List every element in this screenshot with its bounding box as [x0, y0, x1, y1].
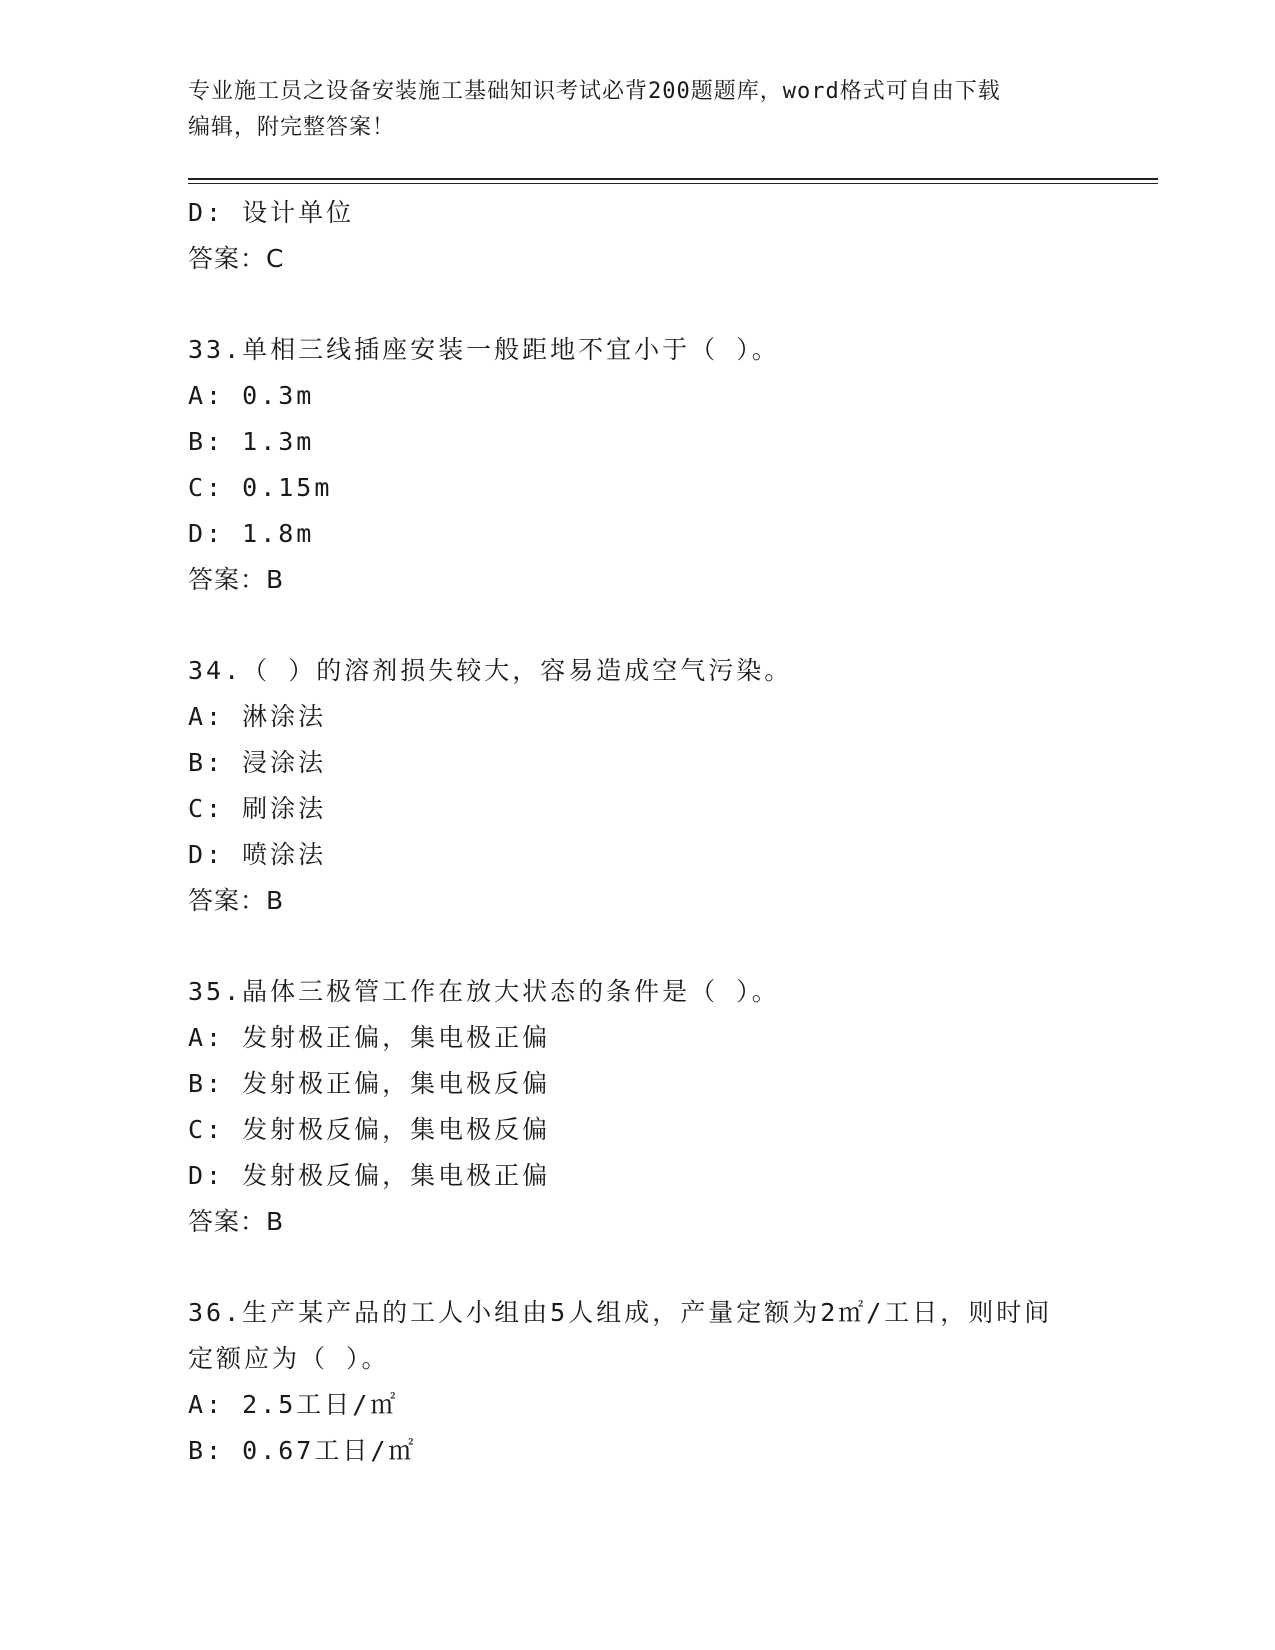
option-c: C: 刷涂法	[188, 794, 327, 823]
spacer	[188, 1245, 1148, 1290]
option-b: B: 0.67工日/㎡	[188, 1436, 417, 1465]
option-a: A: 发射极正偏，集电极正偏	[188, 1023, 551, 1052]
question-stem-line-1: 36.生产某产品的工人小组由5人组成，产量定额为2㎡/工日，则时间	[188, 1298, 1053, 1327]
option-c: C: 发射极反偏，集电极反偏	[188, 1115, 551, 1144]
answer-line: 答案：C	[188, 244, 285, 273]
header-title-line-1: 专业施工员之设备安装施工基础知识考试必背200题题库，word格式可自由下载	[188, 79, 1001, 104]
question-35	[188, 969, 1148, 1245]
question-32-tail	[188, 190, 1148, 282]
option-b: B: 发射极正偏，集电极反偏	[188, 1069, 551, 1098]
option-b: B: 1.3m	[188, 427, 315, 456]
option-d: D: 发射极反偏，集电极正偏	[188, 1161, 551, 1190]
option-b: B: 浸涂法	[188, 748, 327, 777]
document-header	[188, 74, 1088, 146]
option-d: D: 喷涂法	[188, 840, 327, 869]
header-divider-thin	[188, 183, 1158, 184]
answer-line: 答案：B	[188, 886, 285, 915]
option-c: C: 0.15m	[188, 473, 333, 502]
question-stem: 33.单相三线插座安装一般距地不宜小于（ ）。	[188, 335, 780, 364]
option-d: D: 设计单位	[188, 198, 355, 227]
header-divider-thick	[188, 178, 1158, 180]
spacer	[188, 603, 1148, 648]
question-36	[188, 1290, 1148, 1474]
header-title-line-2: 编辑，附完整答案！	[188, 115, 396, 140]
question-list	[188, 190, 1148, 1474]
answer-line: 答案：B	[188, 565, 285, 594]
question-stem-line-2: 定额应为（ ）。	[188, 1344, 390, 1373]
spacer	[188, 924, 1148, 969]
answer-line: 答案：B	[188, 1207, 285, 1236]
question-stem: 34.（ ）的溶剂损失较大，容易造成空气污染。	[188, 656, 793, 685]
question-34	[188, 648, 1148, 924]
option-a: A: 0.3m	[188, 381, 315, 410]
option-d: D: 1.8m	[188, 519, 315, 548]
question-33	[188, 327, 1148, 603]
option-a: A: 淋涂法	[188, 702, 327, 731]
spacer	[188, 282, 1148, 327]
option-a: A: 2.5工日/㎡	[188, 1390, 399, 1419]
question-stem: 35.晶体三极管工作在放大状态的条件是（ ）。	[188, 977, 780, 1006]
